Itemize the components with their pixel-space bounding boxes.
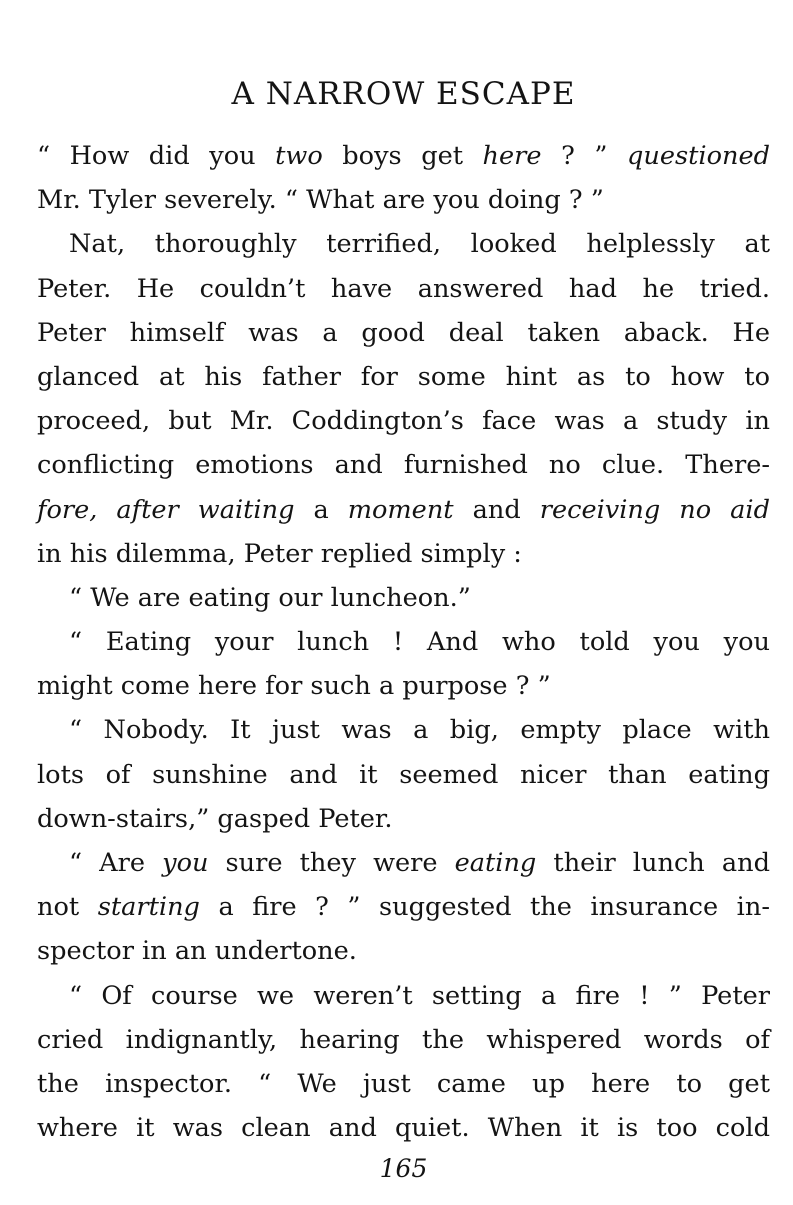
text-run: “ We are eating our luncheon.” [69, 582, 471, 613]
text-run: Mr. Tyler severely. “ What are you doing ? ” [37, 185, 604, 216]
text-line [37, 488, 770, 532]
text-run: a fire ? ” suggested the insurance in- [199, 892, 770, 923]
text-line [37, 753, 770, 797]
text-line [37, 178, 770, 222]
text-run: where it was clean and quiet. When it is too cold [37, 1113, 770, 1144]
text-line [37, 134, 770, 178]
text-run: the inspector. “ We just came up here to get [37, 1068, 770, 1099]
text-run: Peter himself was a good deal taken aback. He [37, 317, 770, 348]
text-run: boys get [322, 141, 483, 171]
text-run: glanced at his father for some hint as to how to [37, 361, 770, 392]
text-run: conflicting emotions and furnished no clue. There- [37, 450, 770, 481]
text-run: not [37, 892, 98, 923]
text-run: “ Of course we weren’t setting a fire ! ” Peter [69, 980, 770, 1011]
text-run: Peter. He couldn’t have answered had he tried. [37, 273, 770, 304]
text-line [37, 620, 770, 664]
book-page [37, 0, 770, 1205]
text-line [37, 1062, 770, 1106]
text-line [37, 708, 770, 752]
text-line [37, 532, 770, 576]
text-line [37, 929, 770, 973]
italic-run: you [162, 848, 209, 878]
running-head: A NARROW ESCAPE [231, 76, 576, 112]
text-run: “ How did you [37, 141, 276, 171]
italic-run: fore, after waiting [37, 494, 295, 525]
text-line [37, 576, 770, 620]
italic-run: two [275, 141, 323, 171]
text-run: might come here for such a purpose ? ” [37, 671, 551, 702]
text-line [37, 399, 770, 443]
text-run: a [294, 494, 348, 525]
text-run: cried indignantly, hearing the whispered words of [37, 1024, 770, 1055]
text-line [37, 355, 770, 399]
text-line [37, 1018, 770, 1062]
text-run: “ Nobody. It just was a big, empty place with [69, 715, 770, 746]
text-line [37, 885, 770, 929]
italic-run: questioned [626, 141, 770, 171]
text-line [37, 311, 770, 355]
text-run: “ Are [69, 848, 163, 878]
text-run: in his dilemma, Peter replied simply : [37, 538, 522, 569]
italic-run: receiving no aid [539, 494, 770, 525]
body-text [37, 134, 770, 1150]
text-line [37, 222, 770, 266]
text-line [37, 1106, 770, 1150]
text-line [37, 443, 770, 487]
text-line [37, 841, 770, 885]
text-run: their lunch and [536, 848, 770, 878]
text-run: “ Eating your lunch ! And who told you you [69, 627, 770, 658]
text-run: proceed, but Mr. Coddington’s face was a study in [37, 406, 770, 437]
text-line [37, 267, 770, 311]
italic-run: eating [454, 848, 537, 878]
text-run: lots of sunshine and it seemed nicer than eating [37, 759, 770, 790]
italic-run: starting [97, 892, 200, 923]
text-run: spector in an undertone. [37, 936, 357, 967]
text-line [37, 797, 770, 841]
text-line [37, 664, 770, 708]
text-line [37, 974, 770, 1018]
italic-run: moment [347, 494, 454, 525]
text-run: down-stairs,” gasped Peter. [37, 803, 393, 834]
text-run: and [453, 494, 540, 525]
text-run: sure they were [208, 848, 455, 878]
italic-run: here [482, 141, 542, 171]
text-run: ? ” [541, 141, 627, 171]
text-run: Nat, thoroughly terrified, looked helplessly at [69, 229, 770, 260]
page-number: 165 [379, 1154, 428, 1183]
